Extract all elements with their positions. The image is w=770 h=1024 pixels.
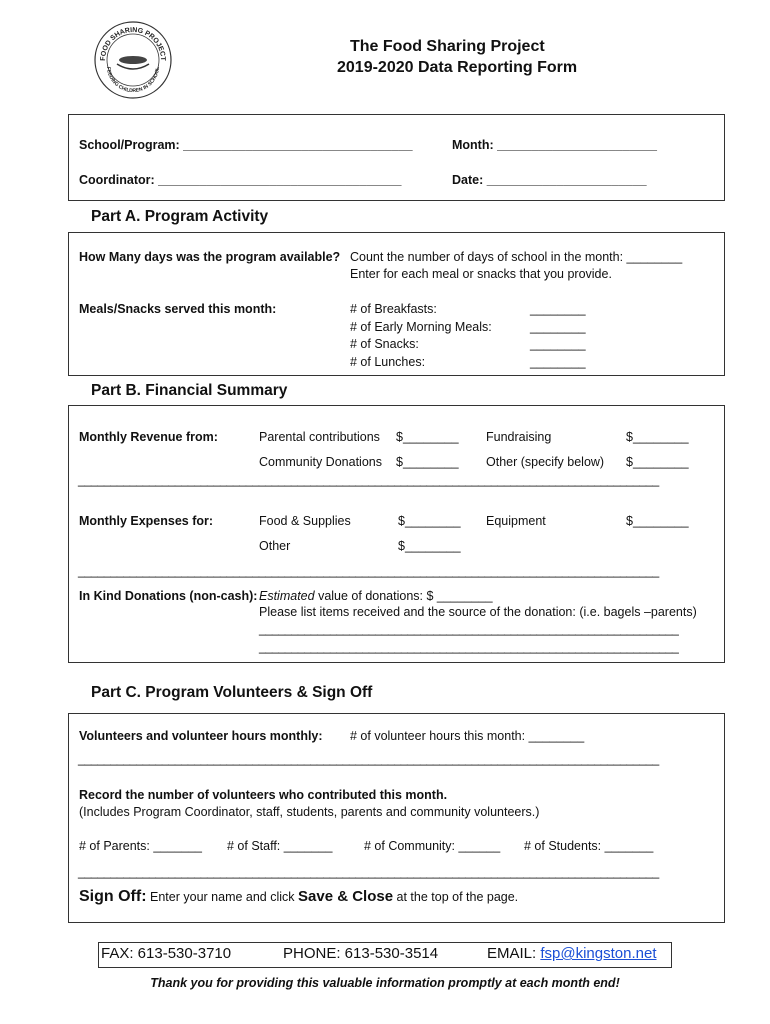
fundraising-label: Fundraising bbox=[486, 430, 552, 444]
food-sharing-logo bbox=[93, 20, 173, 100]
equipment-amount-field[interactable]: $________ bbox=[626, 514, 689, 528]
other-expense-label: Other bbox=[259, 539, 291, 553]
part-b-heading: Part B. Financial Summary bbox=[91, 382, 288, 399]
donation-line-1[interactable]: _________________________________________________________________ bbox=[259, 622, 679, 636]
community-volunteers-field[interactable]: # of Community: ______ bbox=[364, 839, 501, 853]
sign-off-text-2: at the top of the page. bbox=[393, 890, 519, 904]
date-field[interactable]: Date: _______________________ bbox=[452, 173, 647, 187]
part-a-heading: Part A. Program Activity bbox=[91, 208, 269, 225]
thanks-note: Thank you for providing this valuable information promptly at each month end! bbox=[150, 976, 620, 990]
expenses-label: Monthly Expenses for: bbox=[79, 514, 214, 528]
part-c-heading: Part C. Program Volunteers & Sign Off bbox=[91, 684, 373, 701]
students-field[interactable]: # of Students: _______ bbox=[524, 839, 654, 853]
estimated-word: Estimated bbox=[259, 589, 315, 603]
food-amount-field[interactable]: $________ bbox=[398, 514, 461, 528]
breakfasts-label: # of Breakfasts: bbox=[350, 302, 437, 316]
info-box bbox=[68, 114, 725, 201]
svg-text:FEEDING CHILDREN IN SCHOOL: FEEDING CHILDREN IN SCHOOL bbox=[104, 66, 162, 95]
lunches-label: # of Lunches: bbox=[350, 355, 426, 369]
sign-off-label: Sign Off: bbox=[79, 888, 147, 905]
estimated-value-text: value of donations: $ ________ bbox=[314, 589, 493, 603]
phone-number: PHONE: 613-530-3514 bbox=[283, 945, 439, 962]
inkind-label: In Kind Donations (non-cash): bbox=[79, 589, 258, 603]
revenue-label: Monthly Revenue from: bbox=[79, 430, 218, 444]
sign-off-row bbox=[79, 888, 518, 906]
community-donations-label: Community Donations bbox=[259, 455, 382, 469]
expenses-line[interactable]: __________________________________________________________________________________________ bbox=[78, 564, 659, 578]
fax-number: FAX: 613-530-3710 bbox=[101, 945, 232, 962]
sign-off-text-1: Enter your name and click bbox=[146, 890, 299, 904]
days-count-field[interactable]: Count the number of days of school in the month: ________ bbox=[350, 250, 683, 264]
coordinator-field[interactable]: Coordinator: ___________________________________ bbox=[79, 173, 402, 187]
parental-amount-field[interactable]: $________ bbox=[396, 430, 459, 444]
snacks-field[interactable]: ________ bbox=[530, 337, 586, 351]
estimated-value-field[interactable] bbox=[259, 589, 493, 603]
volunteer-hours-label: Volunteers and volunteer hours monthly: bbox=[79, 729, 323, 743]
food-supplies-label: Food & Supplies bbox=[259, 514, 351, 528]
save-close-label: Save & Close bbox=[298, 888, 394, 905]
days-question: How Many days was the program available? bbox=[79, 250, 341, 264]
meals-label: Meals/Snacks served this month: bbox=[79, 302, 277, 316]
email-label: EMAIL: bbox=[487, 945, 541, 962]
community-amount-field[interactable]: $________ bbox=[396, 455, 459, 469]
early-meals-label: # of Early Morning Meals: bbox=[350, 320, 492, 334]
form-title: The Food Sharing Project bbox=[350, 38, 545, 55]
month-field[interactable]: Month: _______________________ bbox=[452, 138, 658, 152]
snacks-label: # of Snacks: bbox=[350, 337, 419, 351]
parents-field[interactable]: # of Parents: _______ bbox=[79, 839, 203, 853]
breakfasts-field[interactable]: ________ bbox=[530, 302, 586, 316]
days-enter-note: Enter for each meal or snacks that you provide. bbox=[350, 267, 612, 281]
fundraising-amount-field[interactable]: $________ bbox=[626, 430, 689, 444]
school-field[interactable]: School/Program: _________________________________ bbox=[79, 138, 413, 152]
volunteer-line[interactable]: __________________________________________________________________________________________ bbox=[78, 752, 659, 766]
donation-line-2[interactable]: _________________________________________________________________ bbox=[259, 640, 679, 654]
includes-note: (Includes Program Coordinator, staff, students, parents and community volunteers.) bbox=[79, 805, 540, 819]
other-specify-label: Other (specify below) bbox=[486, 455, 605, 469]
other-specify-amount-field[interactable]: $________ bbox=[626, 455, 689, 469]
contact-bar bbox=[98, 942, 672, 968]
volunteer-count-line[interactable]: __________________________________________________________________________________________ bbox=[78, 865, 659, 879]
record-volunteers-label: Record the number of volunteers who contributed this month. bbox=[79, 788, 448, 802]
parental-label: Parental contributions bbox=[259, 430, 380, 444]
email-link[interactable]: fsp@kingston.net bbox=[540, 945, 657, 962]
email-row bbox=[487, 945, 657, 962]
other-expense-amount-field[interactable]: $________ bbox=[398, 539, 461, 553]
staff-field[interactable]: # of Staff: _______ bbox=[227, 839, 333, 853]
lunches-field[interactable]: ________ bbox=[530, 355, 586, 369]
form-subtitle: 2019-2020 Data Reporting Form bbox=[337, 59, 578, 76]
svg-text:FOOD SHARING PROJECT: FOOD SHARING PROJECT bbox=[99, 26, 167, 62]
revenue-other-line[interactable]: __________________________________________________________________________________________ bbox=[78, 473, 659, 487]
list-items-note: Please list items received and the source of the donation: (i.e. bagels –parents) bbox=[259, 605, 697, 619]
early-meals-field[interactable]: ________ bbox=[530, 320, 586, 334]
equipment-label: Equipment bbox=[486, 514, 546, 528]
volunteer-hours-field[interactable]: # of volunteer hours this month: ________ bbox=[350, 729, 585, 743]
